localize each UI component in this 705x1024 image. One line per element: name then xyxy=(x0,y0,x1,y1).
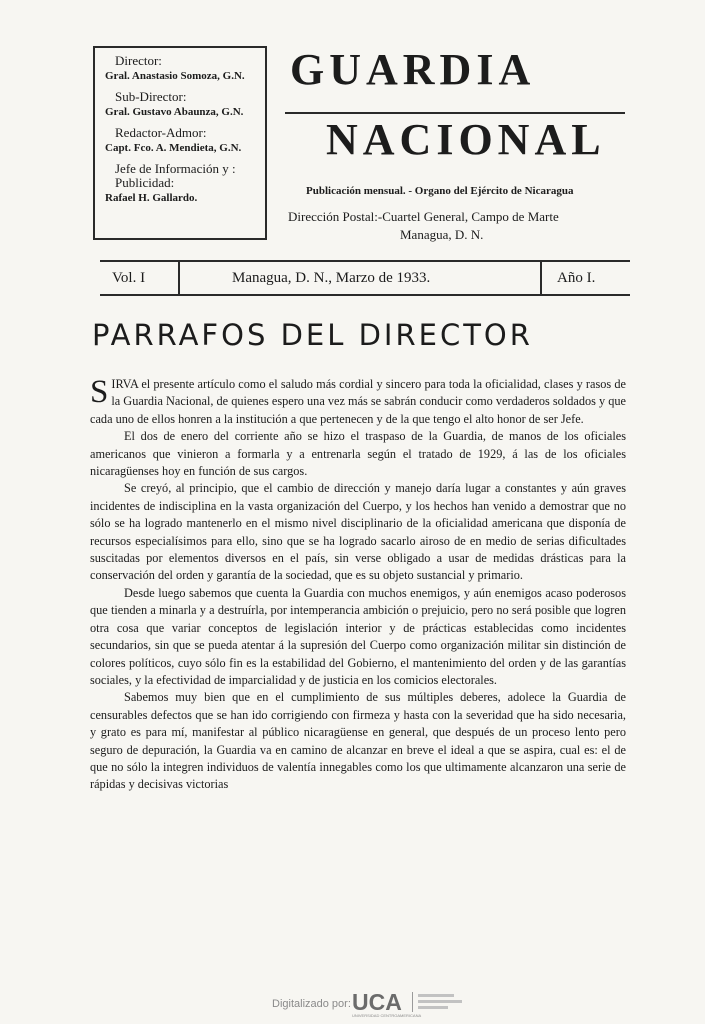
article-paragraph xyxy=(90,376,626,428)
article-title: PARRAFOS DEL DIRECTOR xyxy=(92,318,533,352)
dateline-divider xyxy=(540,262,542,294)
article-paragraph: Desde luego sabemos que cuenta la Guardia con muchos enemigos, y aún enemigos acaso poderosos que tienden a minarla y a destruírla, por intemperancia ambición o prejuicio, pero no será posible que logren otra cosa que variar conceptos de legislación interior y de prácticas establecidas como incidentes secundarios, sin que se pueda atentar á la supresión del Cuerpo como organización militar sin distinción de colores políticos, cuyo sólo fin es la estabilidad del Gobierno, el mantenimiento del orden y de las garantías sociales, y la efectividad de imparcialidad y de justicia en los comicios electorales. xyxy=(90,585,626,687)
title-nacional: NACIONAL xyxy=(326,115,606,164)
uca-logo-subtext: UNIVERSIDAD CENTROAMERICANA xyxy=(352,1013,422,1018)
dateline-bar xyxy=(100,260,630,296)
article-paragraph: El dos de enero del corriente año se hizo el traspaso de la Guardia, de manos de los oficiales americanos que vinieron a formarla y a entrenarla según el tratado de 1929, á las de los oficiales nicaragüenses hoy en función de sus cargos. xyxy=(90,429,626,479)
paragraph-text: IRVA el presente artículo como el saludo más cordial y sincero para toda la oficialidad, clases y rasos de la Guardia Nacional, de quienes espero una vez más se sabrán conducir como verdaderos soldados y que cada uno de ellos honren a la institución a que pertenecen y de la que tengo el alto honor de ser Jefe. xyxy=(90,377,626,426)
publicity-role: Jefe de Información y : Publicidad: xyxy=(115,161,236,190)
editor-name: Capt. Fco. A. Mendieta, G.N. xyxy=(105,142,242,154)
postal-address-line1: Dirección Postal:-Cuartel General, Campo de Marte xyxy=(288,209,559,224)
director-role: Director: xyxy=(115,53,162,68)
volume-label: Vol. I xyxy=(112,270,146,286)
subdirector-name: Gral. Gustavo Abaunza, G.N. xyxy=(105,106,244,118)
year-label: Año I. xyxy=(557,270,596,286)
article-paragraph: Se creyó, al principio, que el cambio de dirección y manejo daría lugar a constantes y aún graves incidentes de indisciplina en la vasta organización del Cuerpo, y los hechos han venido a demostrar que no sólo se ha logrado mantenerlo en el mismo nivel disciplinario de la oficialidad americana que disponía de recursos especialísimos para ello, sino que se ha logrado sacarlo airoso de en medio de serias dificultades suscitadas por elementos diversos en el país, sin verse obligado a usar de medidas drásticas para la conservación del orden y garantía de la sociedad, que es su objeto sustancial y primario. xyxy=(90,481,626,583)
subdirector-role: Sub-Director: xyxy=(115,89,187,104)
editor-role: Redactor-Admor: xyxy=(115,125,207,140)
director-name: Gral. Anastasio Somoza, G.N. xyxy=(105,70,245,82)
uca-logo xyxy=(350,988,490,1018)
postal-address-line2: Managua, D. N. xyxy=(400,227,484,242)
masthead xyxy=(0,0,705,310)
publicity-name: Rafael H. Gallardo. xyxy=(105,192,198,204)
digitized-by-label: Digitalizado por: xyxy=(272,998,351,1010)
place-date: Managua, D. N., Marzo de 1933. xyxy=(232,270,431,286)
publication-subtitle: Publicación mensual. - Organo del Ejército de Nicaragua xyxy=(306,185,574,197)
article-paragraph: Sabemos muy bien que en el cumplimiento de sus múltiples deberes, adolece la Guardia de censurables defectos que se han ido corrigiendo con firmeza y hasta con la severidad que ha sido necesaria, y grato es para mí, manifestar al público nicaragüense en general, que después de un proceso lento pero seguro de depuración, la Guardia va en camino de alcanzar en breve el ideal a que se aspira, cual es: el de que no sólo la integren individuos de valentía innegables como los que ultimamente alcanzaron una serie de rápidas y decisivas victorias xyxy=(90,690,626,792)
title-rule xyxy=(285,112,625,114)
uca-logo-text: UCA xyxy=(352,989,402,1015)
title-guardia: GUARDIA xyxy=(290,45,536,94)
dateline-divider xyxy=(178,262,180,294)
staff-box xyxy=(93,46,267,240)
drop-cap: S xyxy=(90,374,109,410)
article-body xyxy=(90,376,626,794)
